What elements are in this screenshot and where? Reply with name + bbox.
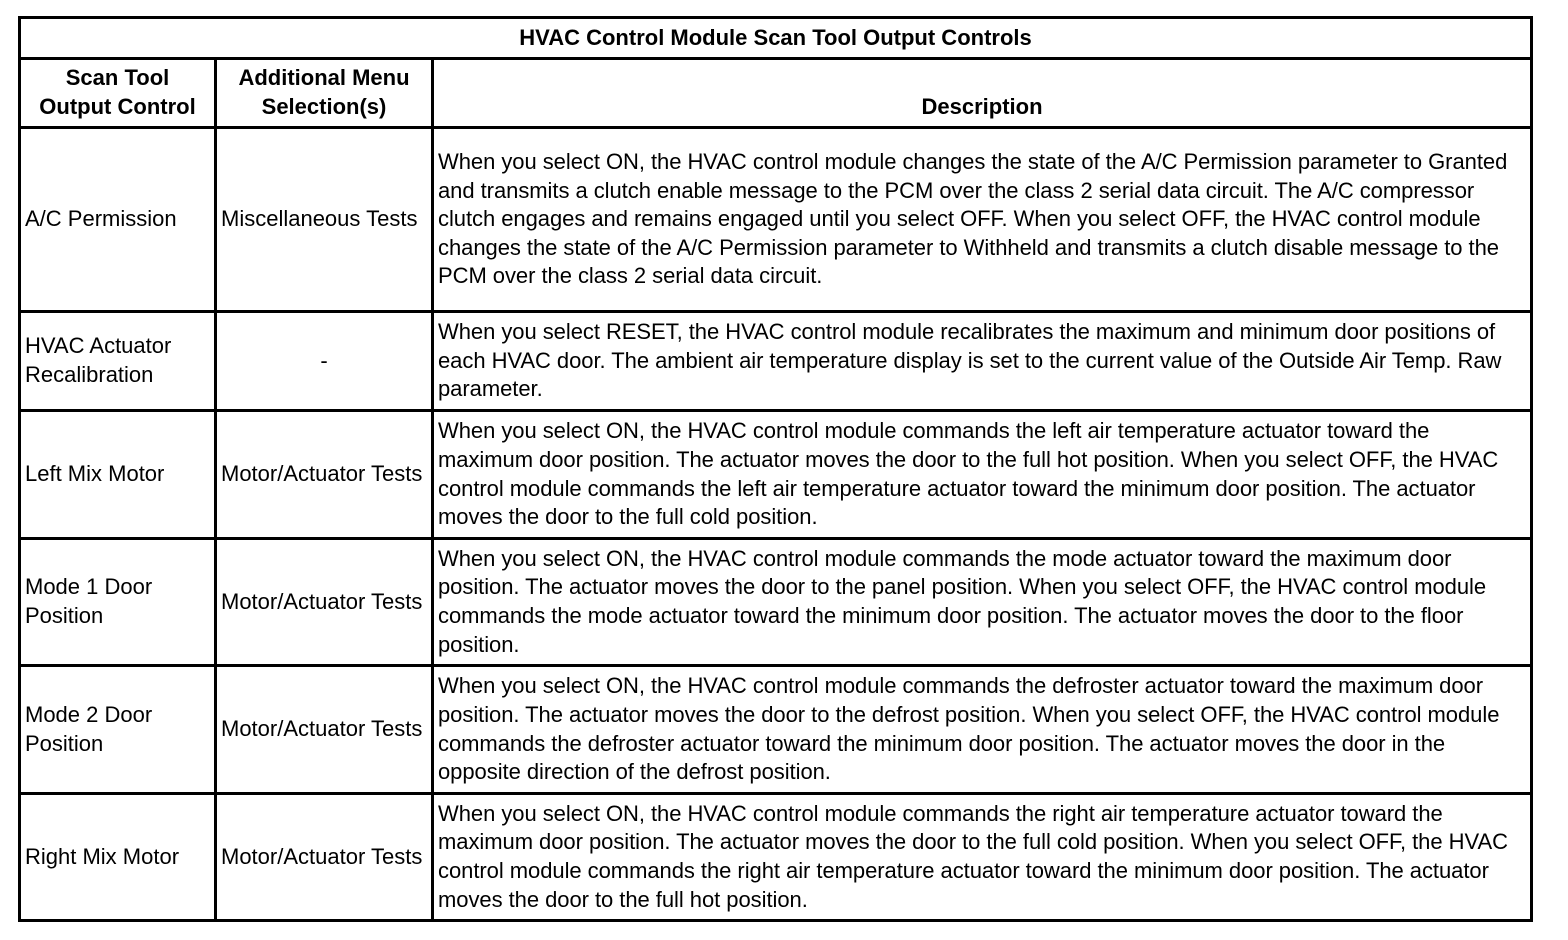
header-scan-tool-output-control (20, 59, 216, 128)
header-col1-line1: Scan Tool (65, 65, 170, 91)
row-control-name: Left Mix Motor (20, 411, 216, 539)
table-row (20, 794, 1532, 921)
row-control-name: A/C Permission (20, 128, 216, 312)
header-description: Description (433, 59, 1532, 128)
row-menu-selection: Motor/Actuator Tests (216, 411, 433, 539)
row-description: When you select ON, the HVAC control module commands the left air temperature actuator toward the maximum door position. The actuator moves the door to the full hot position. When you select OFF, the HVAC control module commands the left air temperature actuator toward the minimum door position. The actuator moves the door to the full cold position. (433, 411, 1532, 539)
row-control-name: Mode 1 Door Position (20, 539, 216, 666)
table-row (20, 539, 1532, 666)
table-row (20, 312, 1532, 411)
row-description: When you select ON, the HVAC control module commands the mode actuator toward the maximum door position. The actuator moves the door to the panel position. When you select OFF, the HVAC control module commands the mode actuator toward the minimum door position. The actuator moves the door to the floor position. (433, 539, 1532, 666)
row-description: When you select ON, the HVAC control module changes the state of the A/C Permission parameter to Granted and transmits a clutch enable message to the PCM over the class 2 serial data circuit. The A/C compressor clutch engages and remains engaged until you select OFF. When you select OFF, the HVAC control module changes the state of the A/C Permission parameter to Withheld and transmits a clutch disable message to the PCM over the class 2 serial data circuit. (433, 128, 1532, 312)
row-control-name: Right Mix Motor (20, 794, 216, 921)
row-control-name: Mode 2 Door Position (20, 666, 216, 794)
header-additional-menu-selections (216, 59, 433, 128)
header-col1-line2: Output Control (39, 94, 196, 119)
table-title: HVAC Control Module Scan Tool Output Controls (20, 18, 1532, 59)
row-menu-selection: Motor/Actuator Tests (216, 666, 433, 794)
row-menu-selection: Miscellaneous Tests (216, 128, 433, 312)
row-description: When you select RESET, the HVAC control module recalibrates the maximum and minimum door positions of each HVAC door. The ambient air temperature display is set to the current value of the Outside Air Temp. Raw parameter. (433, 312, 1532, 411)
row-menu-selection: Motor/Actuator Tests (216, 539, 433, 666)
row-description: When you select ON, the HVAC control module commands the defroster actuator toward the maximum door position. The actuator moves the door to the defrost position. When you select OFF, the HVAC control module commands the defroster actuator toward the minimum door position. The actuator moves the door in the opposite direction of the defrost position. (433, 666, 1532, 794)
row-menu-selection: - (216, 312, 433, 411)
header-col2-line2: Selection(s) (261, 94, 387, 119)
row-control-name: HVAC Actuator Recalibration (20, 312, 216, 411)
hvac-output-controls-table (18, 16, 1533, 922)
table-row (20, 411, 1532, 539)
row-description: When you select ON, the HVAC control module commands the right air temperature actuator toward the maximum door position. The actuator moves the door to the full cold position. When you select OFF, the HVAC control module commands the right air temperature actuator toward the minimum door position. The actuator moves the door to the full hot position. (433, 794, 1532, 921)
table-row (20, 128, 1532, 312)
header-col2-line1: Additional Menu (238, 65, 410, 91)
row-menu-selection: Motor/Actuator Tests (216, 794, 433, 921)
table-row (20, 666, 1532, 794)
